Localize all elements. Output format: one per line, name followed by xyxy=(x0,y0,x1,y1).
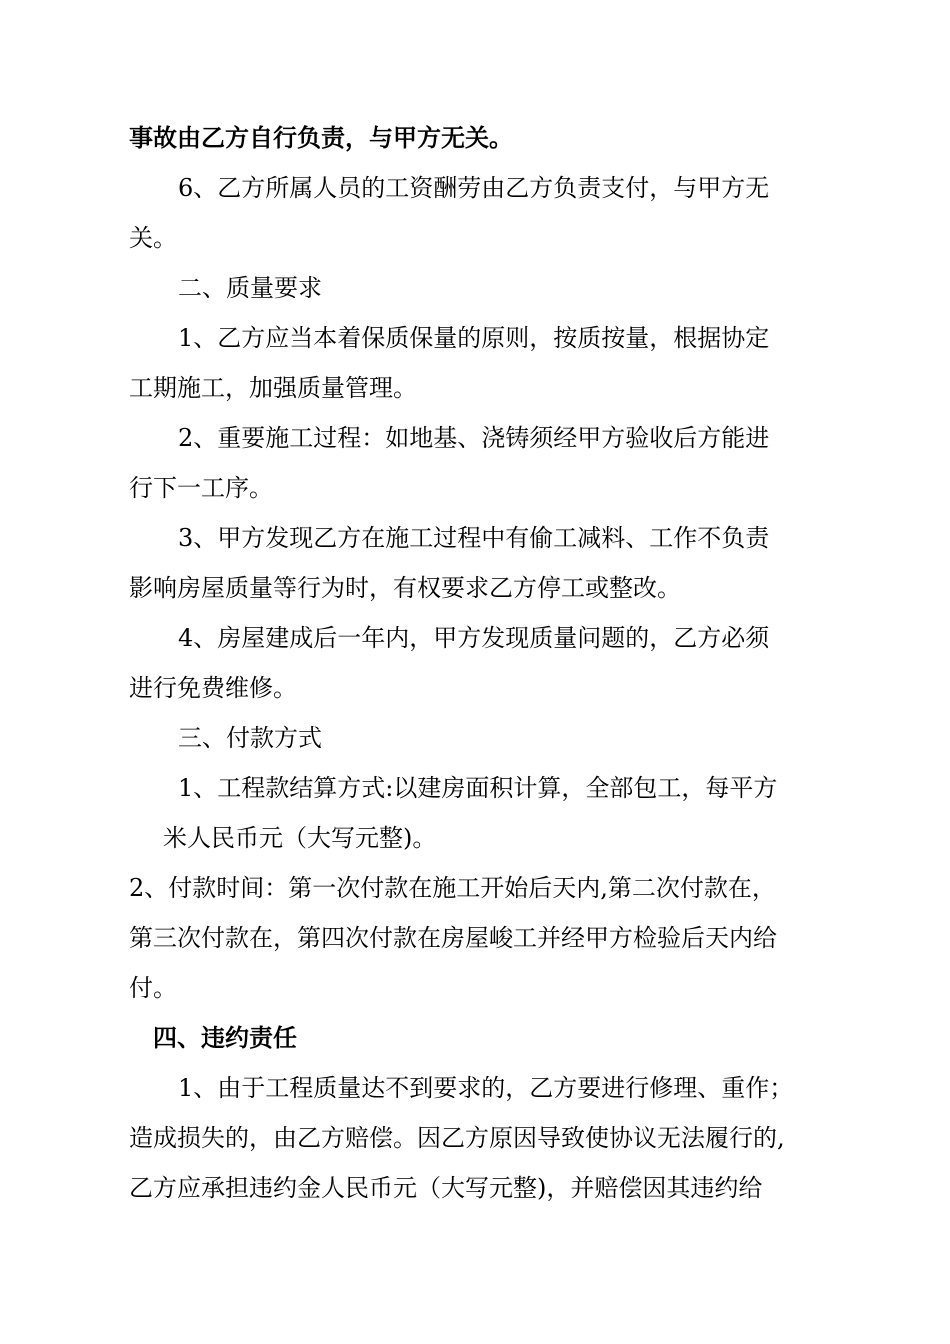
text-line: 关。 xyxy=(129,224,177,252)
section-heading: 二、质量要求 xyxy=(178,274,322,302)
text-line: 付。 xyxy=(129,974,177,1002)
text-line: 米人民币元（大写元整)。 xyxy=(163,824,437,852)
text-line: 2、重要施工过程：如地基、浇铸须经甲方验收后方能进 xyxy=(178,424,770,452)
text-line: 影响房屋质量等行为时，有权要求乙方停工或整改。 xyxy=(129,574,681,602)
text-line: 2、付款时间：第一次付款在施工开始后天内,第二次付款在， xyxy=(129,874,776,902)
text-line: 造成损失的，由乙方赔偿。因乙方原因导致使协议无法履行的, xyxy=(129,1124,785,1152)
text-line: 6、乙方所属人员的工资酬劳由乙方负责支付，与甲方无 xyxy=(178,174,770,202)
text-line: 工期施工，加强质量管理。 xyxy=(129,374,417,402)
text-line: 进行免费维修。 xyxy=(129,674,297,702)
text-line: 行下一工序。 xyxy=(129,474,273,502)
text-line: 事故由乙方自行负责，与甲方无关。 xyxy=(129,124,513,152)
section-heading: 四、违约责任 xyxy=(153,1024,297,1052)
text-line: 1、工程款结算方式:以建房面积计算，全部包工，每平方 xyxy=(178,774,778,802)
section-heading: 三、付款方式 xyxy=(178,724,322,752)
text-line: 3、甲方发现乙方在施工过程中有偷工减料、工作不负责 xyxy=(178,524,770,552)
text-line: 第三次付款在，第四次付款在房屋峻工并经甲方检验后天内给 xyxy=(129,924,777,952)
text-line: 1、乙方应当本着保质保量的原则，按质按量，根据协定 xyxy=(178,324,770,352)
text-line: 4、房屋建成后一年内，甲方发现质量问题的，乙方必须 xyxy=(178,624,770,652)
text-line: 1、由于工程质量达不到要求的，乙方要进行修理、重作； xyxy=(178,1074,794,1102)
text-line: 乙方应承担违约金人民币元（大写元整)，并赔偿因其违约给 xyxy=(129,1174,763,1202)
